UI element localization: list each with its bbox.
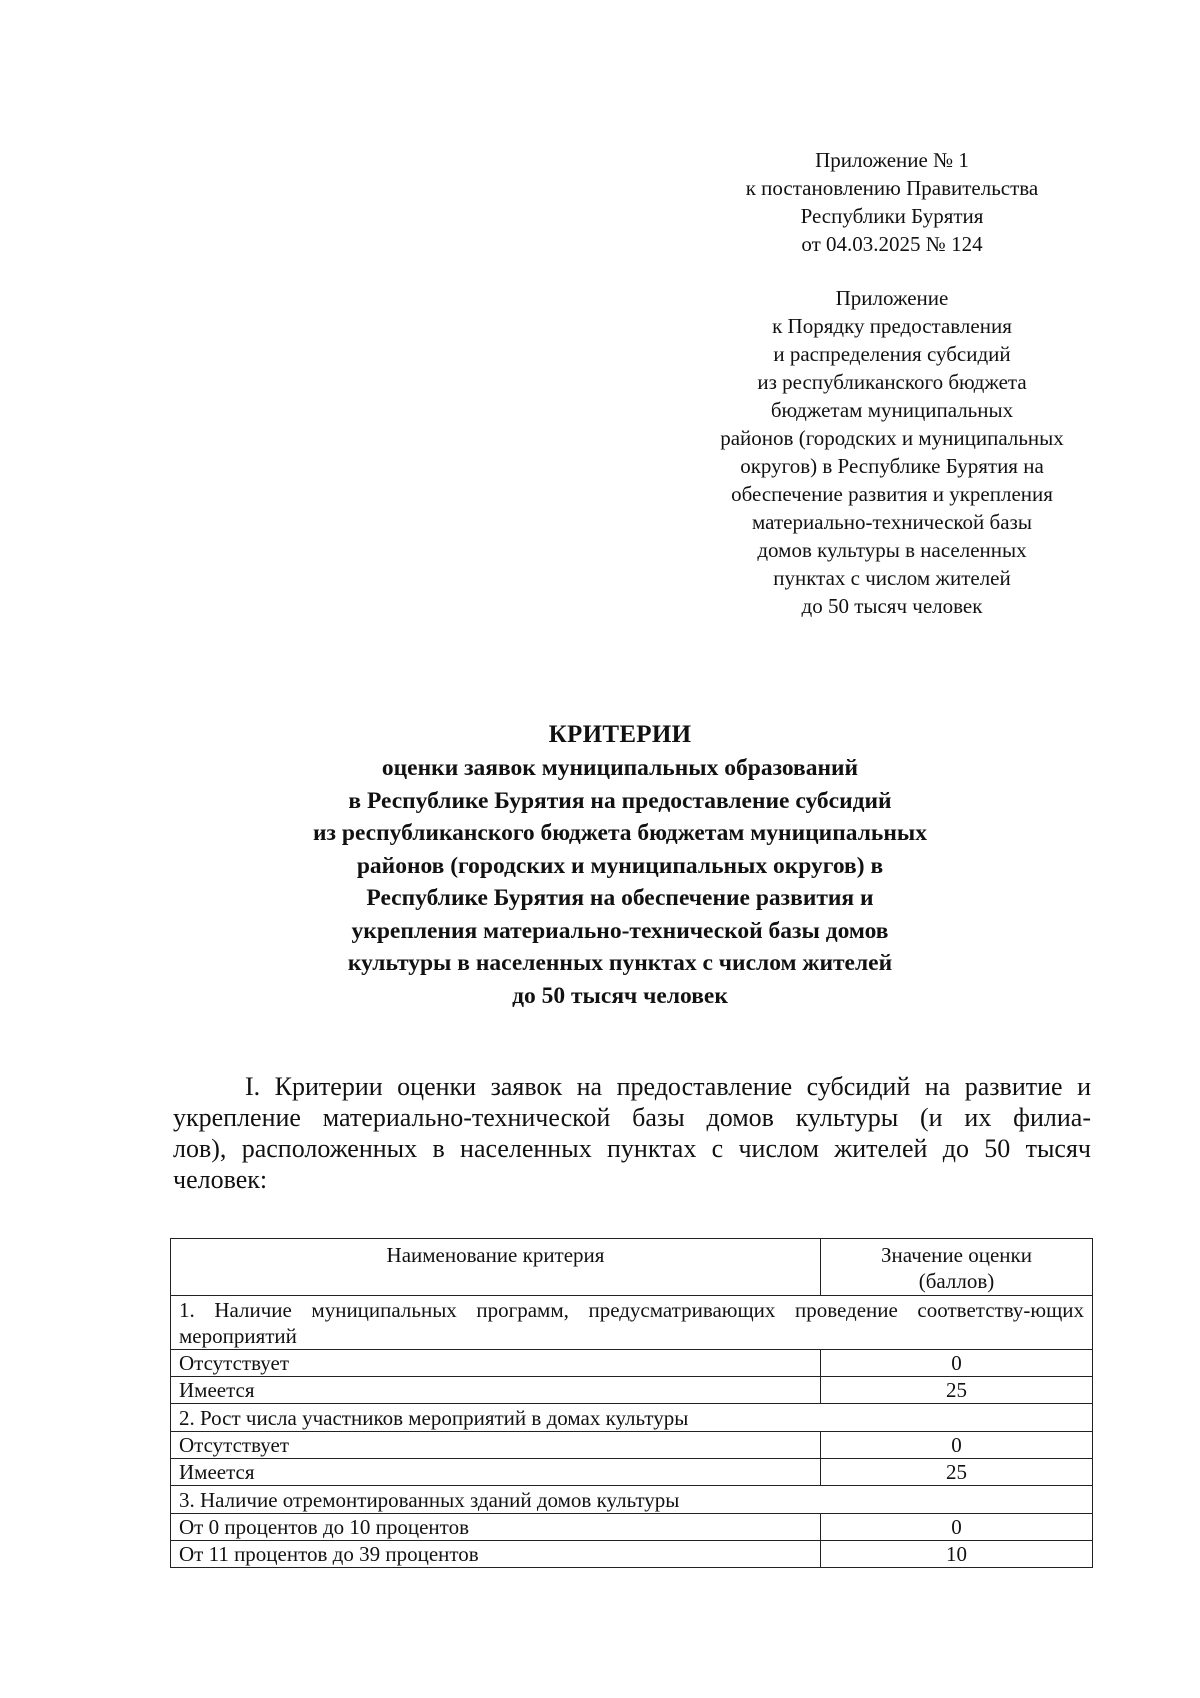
criterion-score: 0: [821, 1514, 1093, 1541]
appendix-2-line: обеспечение развития и укрепления: [731, 482, 1053, 506]
appendix-1-block: [688, 146, 1096, 258]
appendix-2-line: бюджетам муниципальных: [770, 398, 1014, 422]
criterion-score: 25: [821, 1459, 1093, 1486]
section-title: 3. Наличие отремонтированных зданий домов культуры: [171, 1486, 1093, 1514]
table-row: [171, 1432, 1093, 1459]
table-section-row: [171, 1486, 1093, 1514]
criterion-option: От 0 процентов до 10 процентов: [171, 1514, 821, 1541]
criterion-option: Отсутствует: [171, 1432, 821, 1459]
appendix-2-line: материально-технической базы: [752, 510, 1032, 534]
appendix-1-line: к постановлению Правительства: [745, 176, 1039, 200]
header-score-line: (баллов): [918, 1269, 995, 1293]
appendix-2-line: пунктах с числом жителей: [773, 566, 1011, 590]
appendix-2-line: до 50 тысяч человек: [801, 594, 983, 618]
header-score-value: [821, 1239, 1093, 1296]
appendix-2-line: округов) в Республике Бурятия на: [740, 454, 1044, 478]
intro-line: лов), расположенных в населенных пунктах с числом жителей до 50 тысяч: [173, 1134, 1091, 1163]
appendix-1-line: Приложение № 1: [815, 148, 969, 172]
table-row: [171, 1350, 1093, 1377]
header-score-line: Значение оценки: [881, 1243, 1032, 1267]
appendix-2-line: из республиканского бюджета: [757, 370, 1027, 394]
intro-paragraph: [173, 1071, 1091, 1195]
criterion-option: Имеется: [171, 1377, 821, 1404]
table-row: [171, 1459, 1093, 1486]
intro-line: человек:: [173, 1165, 268, 1194]
criterion-option: От 11 процентов до 39 процентов: [171, 1541, 821, 1568]
title-line: культуры в населенных пунктах с числом жителей: [347, 950, 893, 976]
title-line: до 50 тысяч человек: [512, 982, 728, 1009]
appendix-2-line: домов культуры в населенных: [757, 538, 1027, 562]
title-line: из республиканского бюджета бюджетам муниципальных: [313, 820, 927, 846]
document-title: [170, 718, 1070, 1012]
table-row: [171, 1541, 1093, 1568]
table-header-row: [171, 1239, 1093, 1296]
table-section-row: [171, 1296, 1093, 1350]
criteria-table: [170, 1238, 1093, 1568]
title-line: в Республике Бурятия на предоставление субсидий: [348, 787, 892, 814]
intro-line: укрепление материально-технической базы домов культуры (и их филиа-: [173, 1103, 1091, 1132]
table-section-row: [171, 1404, 1093, 1432]
appendix-1-line: Республики Бурятия: [800, 204, 984, 228]
criterion-option: Отсутствует: [171, 1350, 821, 1377]
appendix-1-line: от 04.03.2025 № 124: [801, 232, 983, 256]
title-line: оценки заявок муниципальных образований: [381, 755, 859, 781]
appendix-2-line: районов (городских и муниципальных: [720, 426, 1064, 450]
section-title: 1. Наличие муниципальных программ, предусматривающих проведение соответству-ющих мероприятий: [171, 1296, 1093, 1350]
criterion-score: 0: [821, 1432, 1093, 1459]
appendix-2-line: к Порядку предоставления: [772, 314, 1012, 338]
criterion-score: 25: [821, 1377, 1093, 1404]
title-heading: КРИТЕРИИ: [548, 721, 692, 748]
appendix-2-line: и распределения субсидий: [773, 342, 1011, 366]
title-line: укрепления материально-технической базы домов: [351, 917, 889, 944]
title-line: Республике Бурятия на обеспечение развития и: [366, 885, 874, 911]
table-row: [171, 1377, 1093, 1404]
appendix-2-line: Приложение: [835, 286, 949, 310]
criterion-score: 10: [821, 1541, 1093, 1568]
criterion-score: 0: [821, 1350, 1093, 1377]
appendix-2-block: [688, 284, 1096, 620]
section-title: 2. Рост числа участников мероприятий в домах культуры: [171, 1404, 1093, 1432]
criterion-option: Имеется: [171, 1459, 821, 1486]
title-line: районов (городских и муниципальных округов) в: [356, 852, 884, 879]
table-row: [171, 1514, 1093, 1541]
intro-line: I. Критерии оценки заявок на предоставление субсидий на развитие и: [245, 1072, 1091, 1101]
header-criterion-name: Наименование критерия: [171, 1239, 821, 1296]
